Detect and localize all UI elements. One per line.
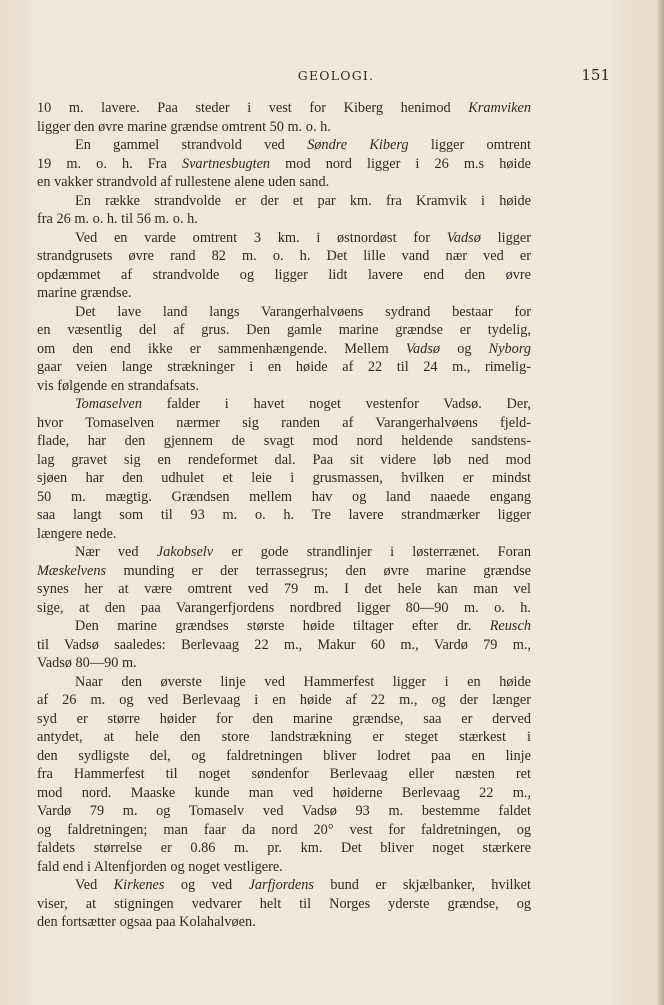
text-line bbox=[37, 155, 531, 174]
text-line bbox=[37, 580, 531, 599]
text-line bbox=[37, 562, 531, 581]
line-text: fald end i Altenfjorden og noget vestligere. bbox=[37, 858, 283, 875]
italic-place-name: Reusch bbox=[489, 618, 531, 634]
line-text: faldets størrelse er 0.86 m. pr. km. Det bliver noget stærkere bbox=[37, 840, 531, 856]
line-text: vis følgende en strandafsats. bbox=[37, 377, 199, 394]
italic-place-name: Jakobselv bbox=[156, 544, 214, 560]
line-text: bund er skjælbanker, hvilket bbox=[313, 877, 531, 893]
line-text: strandgrusets øvre rand 82 m. o. h. Det lille vand nær ved er bbox=[37, 248, 531, 264]
text-line bbox=[37, 377, 531, 396]
italic-place-name: Nyborg bbox=[488, 340, 532, 357]
text-line bbox=[37, 210, 531, 229]
line-text: opdæmmet af strandvolde og ligger lidt lavere end den øvre bbox=[37, 266, 531, 283]
text-line bbox=[37, 303, 531, 322]
text-line bbox=[37, 414, 531, 433]
line-text: En gammel strandvold ved bbox=[75, 137, 308, 153]
line-text: Nær ved bbox=[75, 544, 157, 560]
italic-place-name: Vadsø bbox=[446, 229, 481, 246]
page-edge-shadow bbox=[658, 0, 664, 1005]
text-line bbox=[37, 821, 531, 840]
line-text: 10 m. lavere. Paa steder i vest for Kiberg henimod bbox=[37, 100, 469, 116]
text-line bbox=[37, 266, 531, 285]
line-text: er gode strandlinjer i løsterrænet. Foran bbox=[213, 544, 531, 560]
text-line bbox=[37, 284, 531, 303]
line-text: marine grændse. bbox=[37, 285, 132, 301]
line-text: om den end ikke er sammenhængende. Mellem bbox=[37, 340, 406, 357]
line-text: falder i havet noget vestenfor Vadsø. Der, bbox=[141, 396, 531, 412]
text-line bbox=[37, 895, 531, 914]
line-text: Vadsø 80—90 m. bbox=[37, 655, 137, 671]
line-text: Naar den øverste linje ved Hammerfest ligger i en høide bbox=[75, 673, 531, 690]
text-line bbox=[37, 192, 531, 211]
italic-place-name: Jarfjordens bbox=[248, 877, 314, 893]
italic-place-name: Svartnesbugten bbox=[181, 155, 271, 172]
line-text: og ved bbox=[164, 877, 249, 893]
line-text: mod nord ligger i 26 m.s høide bbox=[270, 155, 531, 172]
body-text bbox=[37, 99, 531, 932]
text-line bbox=[37, 747, 531, 766]
line-text: fra Hammerfest til noget søndenfor Berlevaag eller næsten ret bbox=[37, 766, 531, 782]
text-line bbox=[37, 118, 531, 137]
line-text: en væsentlig del af grus. Den gamle marine grændse er tydelig, bbox=[37, 322, 531, 338]
line-text: af 26 m. og ved Berlevaag i en høide af 22 m., og der længer bbox=[37, 692, 531, 708]
text-line bbox=[37, 913, 531, 932]
text-line bbox=[37, 173, 531, 192]
line-text: fra 26 m. o. h. til 56 m. o. h. bbox=[37, 211, 198, 227]
line-text: en vakker strandvold af rullestene alene uden sand. bbox=[37, 174, 330, 190]
text-line bbox=[37, 784, 531, 803]
text-line bbox=[37, 673, 531, 692]
text-line bbox=[37, 710, 531, 729]
text-line bbox=[37, 765, 531, 784]
text-line bbox=[37, 229, 531, 248]
line-text: En række strandvolde er der et par km. fra Kramvik i høide bbox=[75, 192, 531, 209]
italic-place-name: Vadsø bbox=[405, 340, 441, 357]
italic-place-name: Mæskelvens bbox=[37, 562, 107, 579]
text-line bbox=[37, 340, 531, 359]
line-text: og faldretningen; man faar da nord 20° vest for faldretningen, og bbox=[37, 821, 531, 838]
line-text: Det lave land langs Varangerhalvøens sydrand bestaar for bbox=[75, 303, 531, 320]
line-text: den fortsætter ogsaa paa Kolahalvøen. bbox=[37, 914, 256, 930]
line-text: ligger omtrent bbox=[408, 137, 532, 153]
text-line bbox=[37, 858, 531, 877]
line-text: længere nede. bbox=[37, 525, 117, 542]
line-text: mod nord. Maaske kunde man ved høiderne Berlevaag 22 m., bbox=[37, 784, 531, 801]
line-text: synes her at være omtrent ved 79 m. I det hele kan man vel bbox=[37, 581, 531, 597]
text-line bbox=[37, 506, 531, 525]
text-line bbox=[37, 525, 531, 544]
line-text: Ved en varde omtrent 3 km. i østnordøst for bbox=[75, 229, 447, 246]
line-text: Vardø 79 m. og Tomaselv ved Vadsø 93 m. bestemme faldet bbox=[37, 803, 531, 819]
line-text: munding er der terrassegrus; den øvre marine grændse bbox=[106, 562, 531, 579]
text-line bbox=[37, 636, 531, 655]
page-number: 151 bbox=[581, 66, 610, 84]
italic-place-name: Kramviken bbox=[468, 100, 531, 116]
text-line bbox=[37, 599, 531, 618]
text-line bbox=[37, 728, 531, 747]
line-text: den sydligste del, og faldretningen bliver lodret paa en linje bbox=[37, 747, 531, 764]
line-text: og bbox=[440, 340, 489, 357]
line-text: hvor Tomaselven nærmer sig randen af Varangerhalvøens fjeld- bbox=[37, 414, 531, 431]
line-text: flade, har den gjennem de svagt mod nord heldende sandstens- bbox=[37, 433, 531, 449]
line-text: til Vadsø saaledes: Berlevaag 22 m., Makur 60 m., Vardø 79 m., bbox=[37, 636, 531, 653]
text-line bbox=[37, 321, 531, 340]
text-line bbox=[37, 543, 531, 562]
italic-place-name: Kirkenes bbox=[113, 877, 165, 893]
line-text: lag gravet sig en rendeformet dal. Paa sit videre løb ned mod bbox=[37, 451, 531, 468]
text-line bbox=[37, 802, 531, 821]
line-text: syd er større høider for den marine grændse, saa er derved bbox=[37, 710, 531, 727]
text-line bbox=[37, 839, 531, 858]
text-line bbox=[37, 247, 531, 266]
text-line bbox=[37, 876, 531, 895]
line-text: 50 m. mægtig. Grændsen mellem hav og land naaede engang bbox=[37, 488, 531, 505]
text-line bbox=[37, 691, 531, 710]
line-text: saa langt som til 93 m. o. h. Tre lavere strandmærker ligger bbox=[37, 507, 531, 523]
page-header bbox=[62, 66, 610, 86]
line-text: Den marine grændses største høide tiltager efter dr. bbox=[75, 618, 490, 634]
line-text: gaar veien lange strækninger i en høide af 22 til 24 m., rimelig- bbox=[37, 359, 531, 375]
text-line bbox=[37, 488, 531, 507]
line-text: 19 m. o. h. Fra bbox=[37, 155, 182, 172]
line-text: ligger bbox=[480, 229, 531, 246]
text-line bbox=[37, 451, 531, 470]
line-text: ligger den øvre marine grændse omtrent 50 m. o. h. bbox=[37, 118, 331, 135]
line-text: viser, at stigningen vedvarer helt til Norges yderste grændse, og bbox=[37, 895, 531, 912]
text-line bbox=[37, 654, 531, 673]
running-title: GEOLOGI. bbox=[297, 68, 375, 83]
line-text: sjøen har den udhulet et leie i grusmassen, hvilken er mindst bbox=[37, 470, 531, 486]
line-text: antydet, at hele den store landstrækning er steget stærkest i bbox=[37, 729, 531, 745]
text-line bbox=[37, 99, 531, 118]
italic-place-name: Søndre Kiberg bbox=[307, 137, 409, 153]
text-line bbox=[37, 395, 531, 414]
text-line bbox=[37, 136, 531, 155]
text-line bbox=[37, 432, 531, 451]
text-line bbox=[37, 358, 531, 377]
line-text: Ved bbox=[75, 877, 114, 893]
italic-place-name: Tomaselven bbox=[75, 396, 142, 412]
text-line bbox=[37, 617, 531, 636]
text-line bbox=[37, 469, 531, 488]
line-text: sige, at den paa Varangerfjordens nordbred ligger 80—90 m. o. h. bbox=[37, 599, 531, 616]
